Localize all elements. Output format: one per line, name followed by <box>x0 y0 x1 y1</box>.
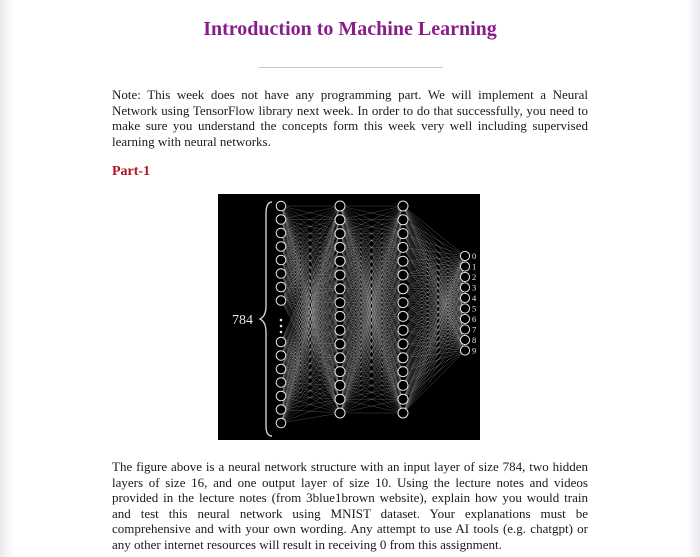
output-digit-label: 9 <box>472 345 477 356</box>
output-digit-label: 6 <box>472 314 477 325</box>
hidden-neuron <box>398 339 408 349</box>
output-digit-label: 0 <box>472 251 477 262</box>
input-neuron <box>276 296 286 306</box>
neural-network-figure <box>218 194 480 440</box>
hidden-neuron <box>398 311 408 321</box>
hidden-neuron <box>335 284 345 294</box>
hidden-neuron <box>398 229 408 239</box>
input-neuron <box>276 351 286 361</box>
ellipsis-dot <box>280 325 283 328</box>
input-neuron <box>276 215 286 225</box>
hidden-neuron <box>335 353 345 363</box>
page-edge-right <box>686 0 700 557</box>
hidden-neuron <box>335 298 345 308</box>
hidden-neuron <box>335 270 345 280</box>
output-digit-label: 7 <box>472 324 477 335</box>
hidden-neuron <box>335 339 345 349</box>
hidden-neuron <box>335 311 345 321</box>
input-neuron <box>276 418 286 428</box>
output-neuron <box>460 325 469 334</box>
input-layer-brace <box>260 202 272 436</box>
hidden-neuron <box>335 394 345 404</box>
output-neuron <box>460 314 469 323</box>
input-neuron <box>276 269 286 279</box>
output-digit-label: 2 <box>472 272 477 283</box>
input-neuron <box>276 378 286 388</box>
hidden-neuron <box>335 256 345 266</box>
connection-line <box>281 413 340 423</box>
output-digit-label: 3 <box>472 282 477 293</box>
hidden-neuron <box>398 367 408 377</box>
output-digit-labels <box>472 251 477 356</box>
hidden-neuron <box>398 353 408 363</box>
input-neuron <box>276 405 286 415</box>
output-digit-label: 4 <box>472 293 477 304</box>
hidden-neuron <box>398 242 408 252</box>
output-digit-label: 1 <box>472 261 477 272</box>
hidden-neuron <box>398 380 408 390</box>
page-edge-left <box>0 0 14 557</box>
hidden-neuron <box>398 325 408 335</box>
output-neuron <box>460 272 469 281</box>
input-size-label: 784 <box>232 313 253 328</box>
hidden-neuron <box>398 298 408 308</box>
hidden-neuron <box>335 229 345 239</box>
title-divider <box>259 67 443 68</box>
hidden-neuron <box>398 215 408 225</box>
connection-line <box>403 351 465 414</box>
output-neuron <box>460 335 469 344</box>
input-neuron <box>276 391 286 401</box>
input-neuron <box>276 201 286 211</box>
output-neuron <box>460 283 469 292</box>
document-title: Introduction to Machine Learning <box>203 18 497 40</box>
note-paragraph: Note: This week does not have any programming part. We will implement a Neural Network using TensorFlow library next week. In order to do that successfully, you need to make sure you understand the concepts form this week very well including supervised learning with neural networks. <box>112 87 588 149</box>
hidden-neuron <box>398 408 408 418</box>
hidden-neuron <box>398 256 408 266</box>
hidden-neuron <box>335 408 345 418</box>
input-neuron <box>276 337 286 347</box>
ellipsis-dot <box>280 319 283 322</box>
hidden-neuron <box>398 284 408 294</box>
input-neuron <box>276 364 286 374</box>
hidden-neuron <box>398 270 408 280</box>
description-paragraph: The figure above is a neural network structure with an input layer of size 784, two hidden layers of size 16, and one output layer of size 10. Using the lecture notes and videos provided in the lecture notes (from 3blue1brown website), explain how you would train and test this neural network using MNIST dataset. Your explanations must be comprehensive and with your own wording. Any attempt to use AI tools (e.g. chatgpt) or any other internet resources will result in receiving 0 from this assignment. <box>112 459 588 552</box>
output-neuron <box>460 304 469 313</box>
input-neuron <box>276 242 286 252</box>
hidden-neuron <box>335 242 345 252</box>
hidden-neuron <box>335 201 345 211</box>
ellipsis-dot <box>280 331 283 334</box>
output-neuron <box>460 251 469 260</box>
neural-network-diagram <box>218 194 480 440</box>
hidden-neuron <box>335 380 345 390</box>
output-neuron <box>460 293 469 302</box>
hidden-neuron <box>335 215 345 225</box>
input-neuron <box>276 282 286 292</box>
output-digit-label: 5 <box>472 303 477 314</box>
input-neuron <box>276 228 286 238</box>
hidden-neuron <box>398 394 408 404</box>
input-neuron <box>276 255 286 265</box>
output-digit-label: 8 <box>472 335 477 346</box>
output-neuron <box>460 262 469 271</box>
hidden-neuron <box>398 201 408 211</box>
output-neuron <box>460 346 469 355</box>
part-heading: Part-1 <box>112 164 151 179</box>
hidden-neuron <box>335 325 345 335</box>
connection-line <box>403 340 465 413</box>
hidden-neuron <box>335 367 345 377</box>
network-connections <box>281 206 465 423</box>
